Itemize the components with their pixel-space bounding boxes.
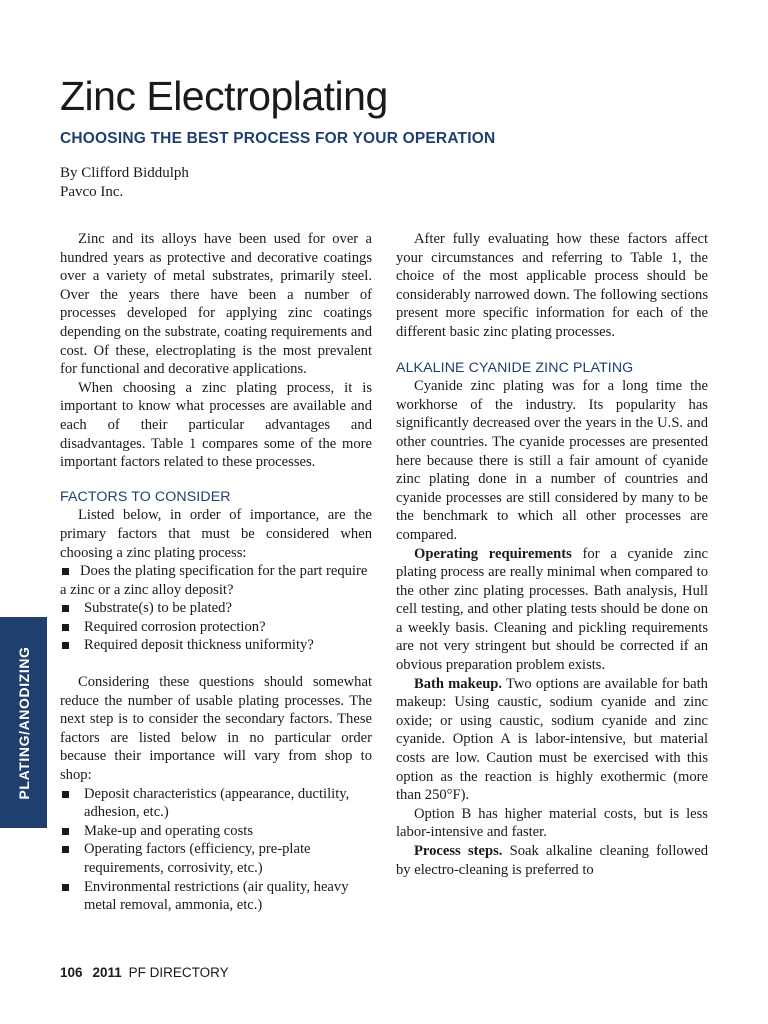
operating-requirements-lead: Operating requirements xyxy=(414,545,572,562)
intro-paragraph-2: When choosing a zinc plating process, it is important to know what processes are available and each of their particular advantages and disadvantages. Table 1 compares some of the more important factors related to these processes. xyxy=(60,379,372,471)
cyanide-heading: ALKALINE CYANIDE ZINC PLATING xyxy=(396,359,634,376)
footer-year: 2011 xyxy=(92,965,122,980)
list-item: Make-up and operating costs xyxy=(60,822,372,841)
bath-makeup-paragraph: Bath makeup. Two options are available for bath makeup: Using caustic, sodium cyanide and zinc oxide; or using caustic, sodium cyanide and zinc cyanide. Option A is labor-intensive, but material costs are low. Caution must be exercised with this option as the reaction is highly exothermic (more than 250°F). xyxy=(396,675,708,804)
factors-paragraph-1: Listed below, in order of importance, are the primary factors that must be considered when choosing a zinc plating process: xyxy=(60,507,372,561)
bullet-square-icon xyxy=(62,846,69,853)
list-item: Does the plating specification for the part require a zinc or a zinc alloy deposit? xyxy=(60,563,368,598)
primary-factors-list xyxy=(60,562,372,655)
cyanide-intro-paragraph: Cyanide zinc plating was for a long time the workhorse of the industry. Its popularity has significantly decreased over the years in the U.S. and other countries. The cyanide processes are presented here because there is still a fair amount of cyanide zinc plating done in a number of countries and cyanide processes are still considered by many to be the benchmark to which all other processes are compared. xyxy=(396,378,708,543)
list-item: Required deposit thickness uniformity? xyxy=(60,636,372,655)
process-steps-paragraph: Process steps. Soak alkaline cleaning followed by electro-cleaning is preferred to xyxy=(396,843,708,878)
evaluation-paragraph: After fully evaluating how these factors affect your circumstances and referring to Table 1, the choice of the most applicable process should be considerably narrowed down. The following sections present more specific information for each of the different basic zinc plating processes. xyxy=(396,231,708,340)
secondary-factors-list xyxy=(60,785,372,915)
list-item: Substrate(s) to be plated? xyxy=(60,599,372,618)
factors-heading: FACTORS TO CONSIDER xyxy=(60,488,231,505)
factors-paragraph-2: Considering these questions should somewhat reduce the number of usable plating processes. The next step is to consider the secondary factors. These factors are listed below in no particular order because their importance will vary from shop to shop: xyxy=(60,674,372,784)
list-item: Deposit characteristics (appearance, ductility, adhesion, etc.) xyxy=(60,785,372,822)
intro-paragraph-1: Zinc and its alloys have been used for over a hundred years as protective and decorative coatings over a variety of metal substrates, primarily steel. Over the years there have been a number of processes developed for applying zinc coatings depending on the substrate, coating requirements and cost. Of these, electroplating is the most prevalent for functional and decorative applications. xyxy=(60,231,372,378)
author-line: By Clifford Biddulph xyxy=(60,165,189,181)
operating-requirements-paragraph: Operating requirements for a cyanide zinc plating process are really minimal when compared to the other zinc plating processes. Bath analysis, Hull cell testing, and other plating tests should be done on a weekly basis. Cleaning and pickling requirements are not very stringent but should be corrected if an obvious preparation problem exists. xyxy=(396,545,709,674)
byline xyxy=(60,164,189,202)
process-steps-lead: Process steps. xyxy=(414,843,503,859)
section-side-tab xyxy=(0,617,47,828)
page-number: 106 xyxy=(60,965,83,980)
bullet-square-icon xyxy=(62,791,69,798)
page-footer xyxy=(60,964,229,982)
list-item: Operating factors (efficiency, pre-plate requirements, corrosivity, etc.) xyxy=(60,840,372,877)
footer-publication: PF DIRECTORY xyxy=(128,965,229,980)
bullet-square-icon xyxy=(62,828,69,835)
bath-makeup-lead: Bath makeup. xyxy=(414,675,503,692)
bullet-square-icon xyxy=(62,568,69,575)
right-column xyxy=(396,230,708,879)
article-subtitle: CHOOSING THE BEST PROCESS FOR YOUR OPERATION xyxy=(60,130,496,147)
left-column xyxy=(60,230,372,915)
article-title: Zinc Electroplating xyxy=(60,73,388,119)
option-b-paragraph: Option B has higher material costs, but is less labor-intensive and faster. xyxy=(396,805,708,841)
list-item: Required corrosion protection? xyxy=(60,618,372,637)
bullet-square-icon xyxy=(62,642,69,649)
author-company: Pavco Inc. xyxy=(60,184,124,200)
side-tab-label: PLATING/ANODIZING xyxy=(15,645,32,800)
bullet-square-icon xyxy=(62,884,69,891)
bullet-square-icon xyxy=(62,624,69,631)
list-item: Environmental restrictions (air quality, heavy metal removal, ammonia, etc.) xyxy=(60,878,372,915)
bullet-square-icon xyxy=(62,605,69,612)
